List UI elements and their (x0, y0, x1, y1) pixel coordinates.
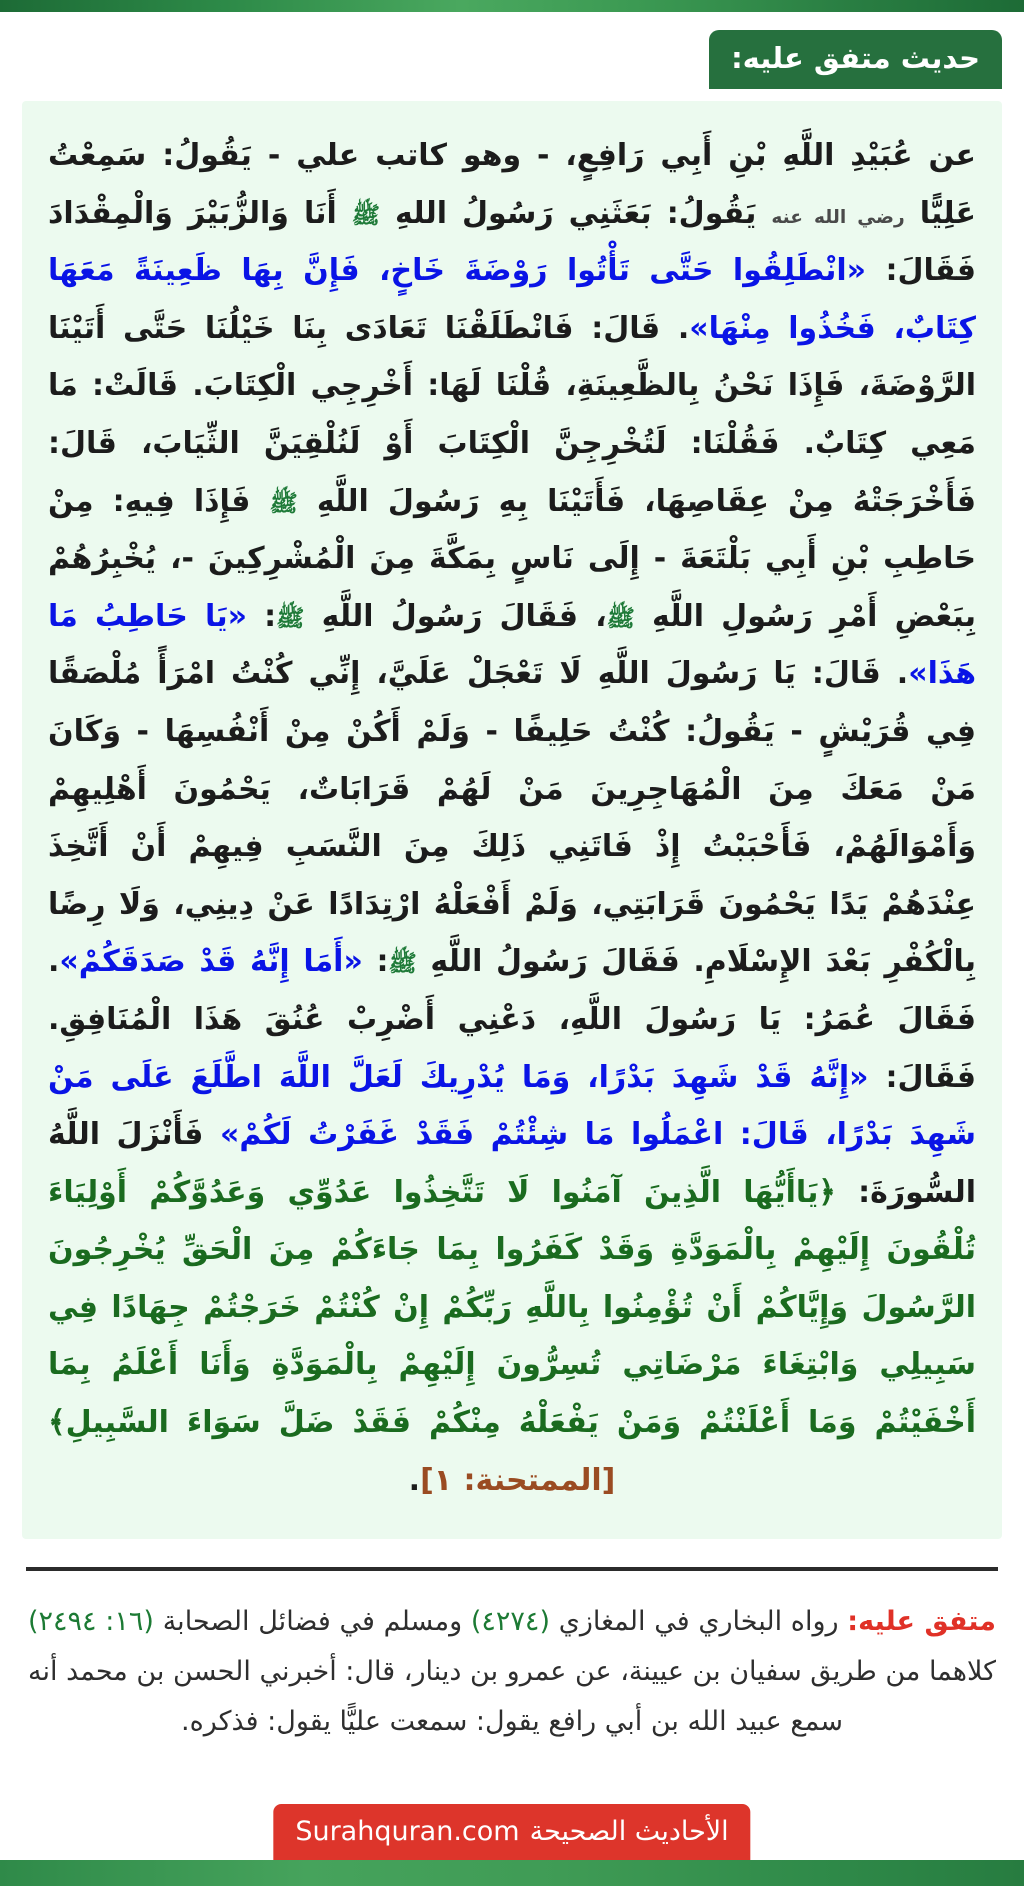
hadith-segment-plain-0: عن عُبَيْدِ اللَّهِ بْنِ أَبِي رَافِعٍ، - وهو كاتب علي - يَقُولُ: سَمِعْتُ عَلِيًّا (48, 138, 976, 231)
footer-label-arabic: الأحاديث الصحيحة (529, 1816, 729, 1847)
hadith-segment-plain-16: : (362, 944, 389, 980)
hadith-segment-plain-14: . قَالَ: يَا رَسُولَ اللَّهِ لَا تَعْجَلْ عَلَيَّ، إِنِّي كُنْتُ امْرَأً مُلْصَقًا فِي قُرَيْشٍ - يَقُولُ: كُنْتُ حَلِيفًا - وَلَمْ أَكُنْ مِنْ أَنْفُسِهَا - وَكَانَ مَنْ مَعَكَ مِنَ الْمُهَاجِرِينَ مَنْ لَهُمْ قَرَابَاتٌ، يَحْمُونَ أَهْلِيهِمْ وَأَمْوَالَهُمْ، فَأَحْبَبْتُ إِذْ فَاتَنِي ذَلِكَ مِنَ النَّسَبِ فِيهِمْ أَنْ أَتَّخِذَ عِنْدَهُمْ يَدًا يَحْمُونَ قَرَابَتِي، وَلَمْ أَفْعَلْهُ ارْتِدَادًا عَنْ دِينِي، وَلَا رِضًا بِالْكُفْرِ بَعْدَ الإِسْلَامِ. فَقَالَ رَسُولُ اللَّهِ (48, 656, 976, 980)
hadith-segment-plain-24: . (408, 1462, 421, 1498)
attribution-segment-plain-1: رواه البخاري في المغازي (549, 1606, 848, 1638)
hadith-source-attribution (22, 1597, 1002, 1747)
hadith-body-text (48, 127, 976, 1509)
hadith-segment-salla-3: ﷺ (351, 200, 381, 229)
hadith-segment-blue-19: «إِنَّهُ قَدْ شَهِدَ بَدْرًا، وَمَا يُدْرِيكَ لَعَلَّ اللَّهَ اطَّلَعَ عَلَى مَنْ شَهِدَ بَدْرًا، قَالَ: اعْمَلُوا مَا شِئْتُمْ فَقَدْ غَفَرْتُ لَكُمْ» (48, 1059, 976, 1153)
hadith-segment-quran-21: ﴿يَاأَيُّهَا الَّذِينَ آمَنُوا لَا تَتَّخِذُوا عَدُوِّي وَعَدُوَّكُمْ أَوْلِيَاءَ تُلْقُونَ إِلَيْهِمْ بِالْمَوَدَّةِ وَقَدْ كَفَرُوا بِمَا جَاءَكُمْ مِنَ الْحَقِّ يُخْرِجُونَ الرَّسُولَ وَإِيَّاكُمْ أَنْ تُؤْمِنُوا بِاللَّهِ رَبِّكُمْ إِنْ كُنْتُمْ خَرَجْتُمْ جِهَادًا فِي سَبِيلِي وَابْتِغَاءَ مَرْضَاتِي تُسِرُّونَ إِلَيْهِمْ بِالْمَوَدَّةِ وَأَنَا أَعْلَمُ بِمَا أَخْفَيْتُمْ وَمَا أَعْلَنْتُمْ وَمَنْ يَفْعَلْهُ مِنْكُمْ فَقَدْ ضَلَّ سَوَاءَ السَّبِيلِ﴾ (48, 1174, 976, 1441)
hadith-segment-ref-brown-23: [الممتحنة: ١] (420, 1462, 616, 1498)
footer-site-name: Surahquran.com (295, 1816, 520, 1847)
hadith-segment-plain-2: يَقُولُ: بَعَثَنِي رَسُولُ اللهِ (380, 195, 772, 231)
hadith-segment-plain-4: أَنَا وَالزُّبَيْرَ وَالْمِقْدَادَ فَقَالَ: (48, 195, 976, 289)
attribution-segment-plain-5: كلاهما من طريق سفيان بن عيينة، عن عمرو بن دينار، قال: أخبرني الحسن بن محمد أنه سمع عبيد الله بن أبي رافع يقول: سمعت عليًّا يقول: فذكره. (28, 1656, 996, 1738)
hadith-segment-plain-6: . قَالَ: فَانْطَلَقْنَا تَعَادَى بِنَا خَيْلُنَا حَتَّى أَتَيْنَا الرَّوْضَةَ، فَإِذَا نَحْنُ بِالظَّعِينَةِ، قُلْنَا لَهَا: أَخْرِجِي الْكِتَابَ. قَالَتْ: مَا مَعِي كِتَابٌ. فَقُلْنَا: لَتُخْرِجِنَّ الْكِتَابَ أَوْ لَنُلْقِيَنَّ الثِّيَابَ، قَالَ: فَأَخْرَجَتْهُ مِنْ عِقَاصِهَا، فَأَتَيْنَا بِهِ رَسُولَ اللَّهِ (48, 310, 976, 519)
top-accent-bar (0, 0, 1024, 12)
hadith-segment-blue-5: «انْطَلِقُوا حَتَّى تَأْتُوا رَوْضَةَ خَاخٍ، فَإِنَّ بِهَا ظَعِينَةً مَعَهَا كِتَابٌ، فَخُذُوا مِنْهَا» (48, 253, 977, 346)
hadith-segment-plain-20: فَأَنْزَلَ اللَّهُ السُّورَةَ: (48, 1117, 977, 1210)
header-badge-row (22, 12, 1002, 101)
site-branding-tab[interactable] (273, 1804, 750, 1860)
hadith-segment-salla-11: ﷺ (276, 603, 305, 632)
attribution-segment-num-green-2: (٤٢٧٤) (470, 1606, 550, 1638)
hadith-segment-blue-17: «أَمَا إِنَّهُ قَدْ صَدَقَكُمْ» (59, 944, 363, 980)
attribution-segment-label-red-0: متفق عليه: (847, 1606, 997, 1638)
section-divider (26, 1567, 998, 1571)
page-content (0, 12, 1024, 1886)
attribution-segment-plain-3: ومسلم في فضائل الصحابة (153, 1606, 471, 1638)
hadith-segment-blue-13: «يَا حَاطِبُ مَا هَذَا» (48, 598, 976, 692)
hadith-segment-salla-9: ﷺ (606, 603, 635, 632)
hadith-segment-plain-8: فَإِذَا فِيهِ: مِنْ حَاطِبِ بْنِ أَبِي بَلْتَعَةَ - إِلَى نَاسٍ بِمَكَّةَ مِنَ الْمُشْرِكِينَ -، يُخْبِرُهُمْ بِبَعْضِ أَمْرِ رَسُولِ اللَّهِ (48, 483, 976, 634)
hadith-segment-radi-1: رضي الله عنه (771, 206, 905, 228)
hadith-panel (22, 101, 1002, 1539)
attribution-segment-num-green-4: (١٦: ٢٤٩٤) (28, 1606, 154, 1638)
hadith-segment-plain-12: : (246, 598, 277, 634)
hadith-segment-salla-7: ﷺ (269, 488, 298, 517)
hadith-segment-salla-15: ﷺ (388, 949, 417, 978)
hadith-grade-badge: حديث متفق عليه: (709, 30, 1002, 89)
footer-accent-bar (0, 1860, 1024, 1886)
hadith-segment-plain-18: . فَقَالَ عُمَرُ: يَا رَسُولَ اللَّهِ، دَعْنِي أَضْرِبْ عُنُقَ هَذَا الْمُنَافِقِ. فَقَالَ: (48, 944, 976, 1095)
hadith-segment-plain-10: ، فَقَالَ رَسُولُ اللَّهِ (304, 598, 607, 634)
footer (0, 1800, 1024, 1886)
